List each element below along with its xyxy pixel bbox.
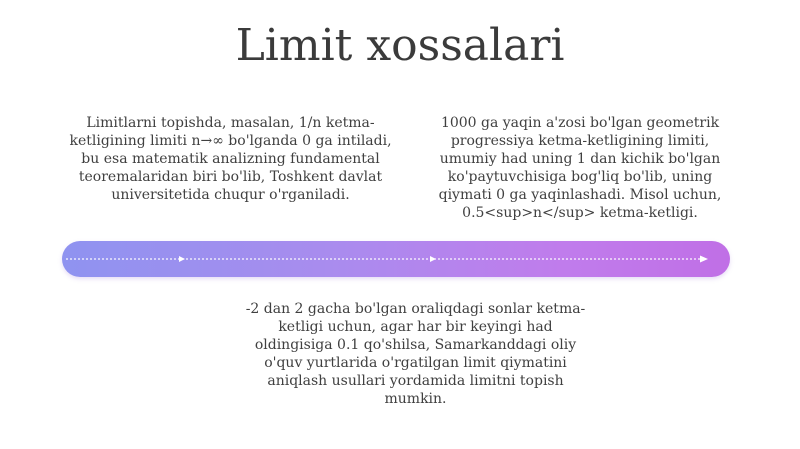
arrowhead-icon-1 — [179, 256, 185, 262]
arrowhead-icon-2 — [430, 256, 436, 262]
slide-title: Limit xossalari — [235, 20, 565, 71]
timeline-line — [62, 241, 730, 277]
text-block-right: 1000 ga yaqin a'zosi bo'lgan geometrik progressiya ketma-ketligining limiti, umumiy had uning 1 dan kichik bo'lgan ko'paytuvchisiga bog'liq bo'lib, uning qiymati 0 ga yaqinlashadi. Misol uchun, 0.5<sup>n</sup> ketma-ketligi. — [438, 115, 722, 221]
text-block-left: Limitlarni topishda, masalan, 1/n ketma-ketligining limiti n→∞ bo'lganda 0 ga intiladi, bu esa matematik analizning fundamental teoremalaridan biri bo'lib, Toshkent davlat universitetida chuqur o'rganiladi. — [69, 115, 392, 203]
arrowhead-icon-3 — [700, 256, 708, 263]
text-block-bottom: -2 dan 2 gacha bo'lgan oraliqdagi sonlar ketma-ketligi uchun, agar har bir keyingi had oldingisiga 0.1 qo'shilsa, Samarkanddagi oliy o'quv yurtlarida o'rgatilgan limit qiymatini aniqlash usullari yordamida limitni topish mumkin. — [245, 301, 586, 407]
timeline-bar — [62, 241, 730, 277]
